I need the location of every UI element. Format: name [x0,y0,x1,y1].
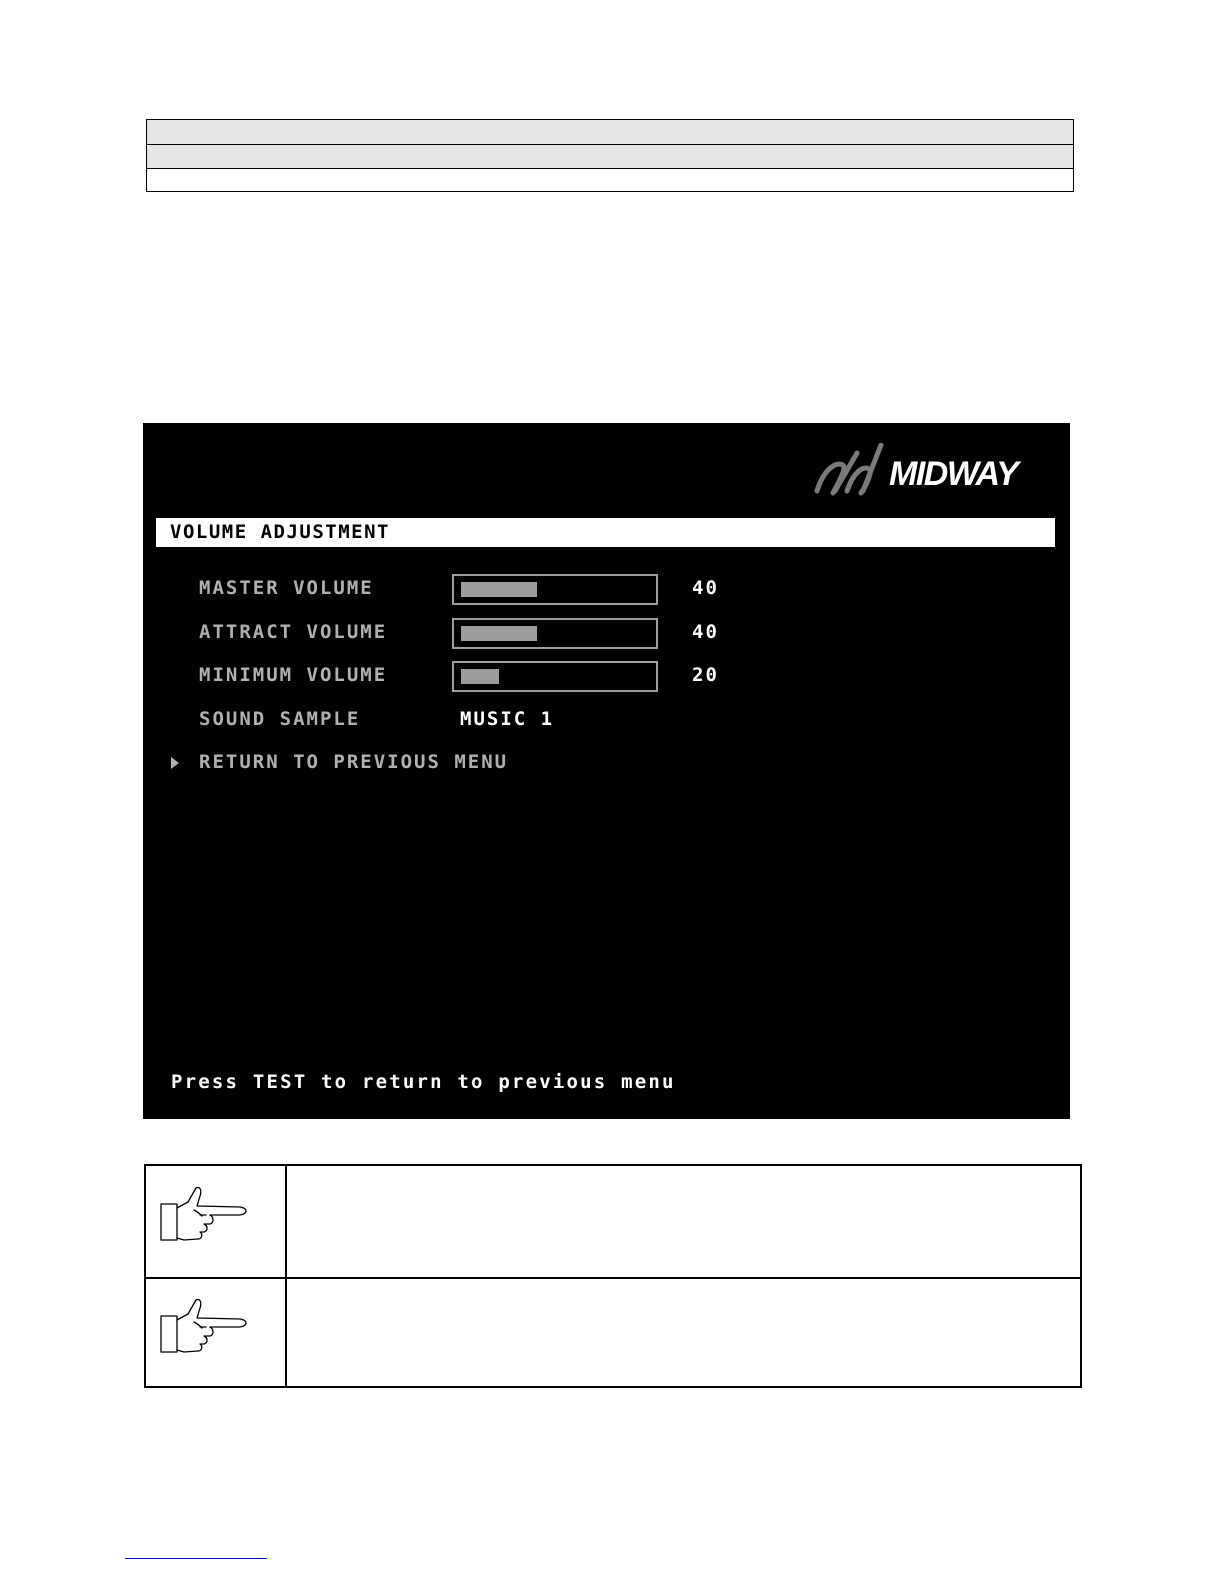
header-row-2 [147,145,1073,169]
sound-sample-value: MUSIC 1 [460,708,555,730]
pointing-hand-icon [160,1298,250,1358]
notes-row-divider [146,1277,1080,1279]
return-to-previous-menu-item[interactable]: RETURN TO PREVIOUS MENU [199,751,509,773]
notes-table [144,1164,1082,1388]
menu-title: VOLUME ADJUSTMENT [170,521,390,543]
midway-logo-mark [817,445,881,493]
midway-logo [813,443,1038,501]
master-volume-fill [461,582,537,597]
notes-column-divider [285,1166,287,1386]
header-row-3 [147,169,1073,191]
sound-sample-label[interactable]: SOUND SAMPLE [199,708,361,730]
minimum-volume-fill [461,669,499,684]
attract-volume-bar[interactable] [452,618,658,649]
attract-volume-fill [461,626,537,641]
minimum-volume-label[interactable]: MINIMUM VOLUME [199,664,388,686]
master-volume-label[interactable]: MASTER VOLUME [199,577,374,599]
arrow-right-icon [171,757,179,769]
game-screen [143,423,1070,1119]
header-row-1 [147,120,1073,145]
midway-logo-text: MIDWAY [889,455,1018,493]
minimum-volume-value: 20 [692,664,719,686]
footer-instruction: Press TEST to return to previous menu [171,1071,676,1093]
header-table [146,119,1074,192]
master-volume-value: 40 [692,577,719,599]
footer-link-underline [125,1558,267,1559]
attract-volume-label[interactable]: ATTRACT VOLUME [199,621,388,643]
pointing-hand-icon [160,1186,250,1246]
minimum-volume-bar[interactable] [452,661,658,692]
menu-title-bar [156,518,1055,547]
master-volume-bar[interactable] [452,574,658,605]
attract-volume-value: 40 [692,621,719,643]
